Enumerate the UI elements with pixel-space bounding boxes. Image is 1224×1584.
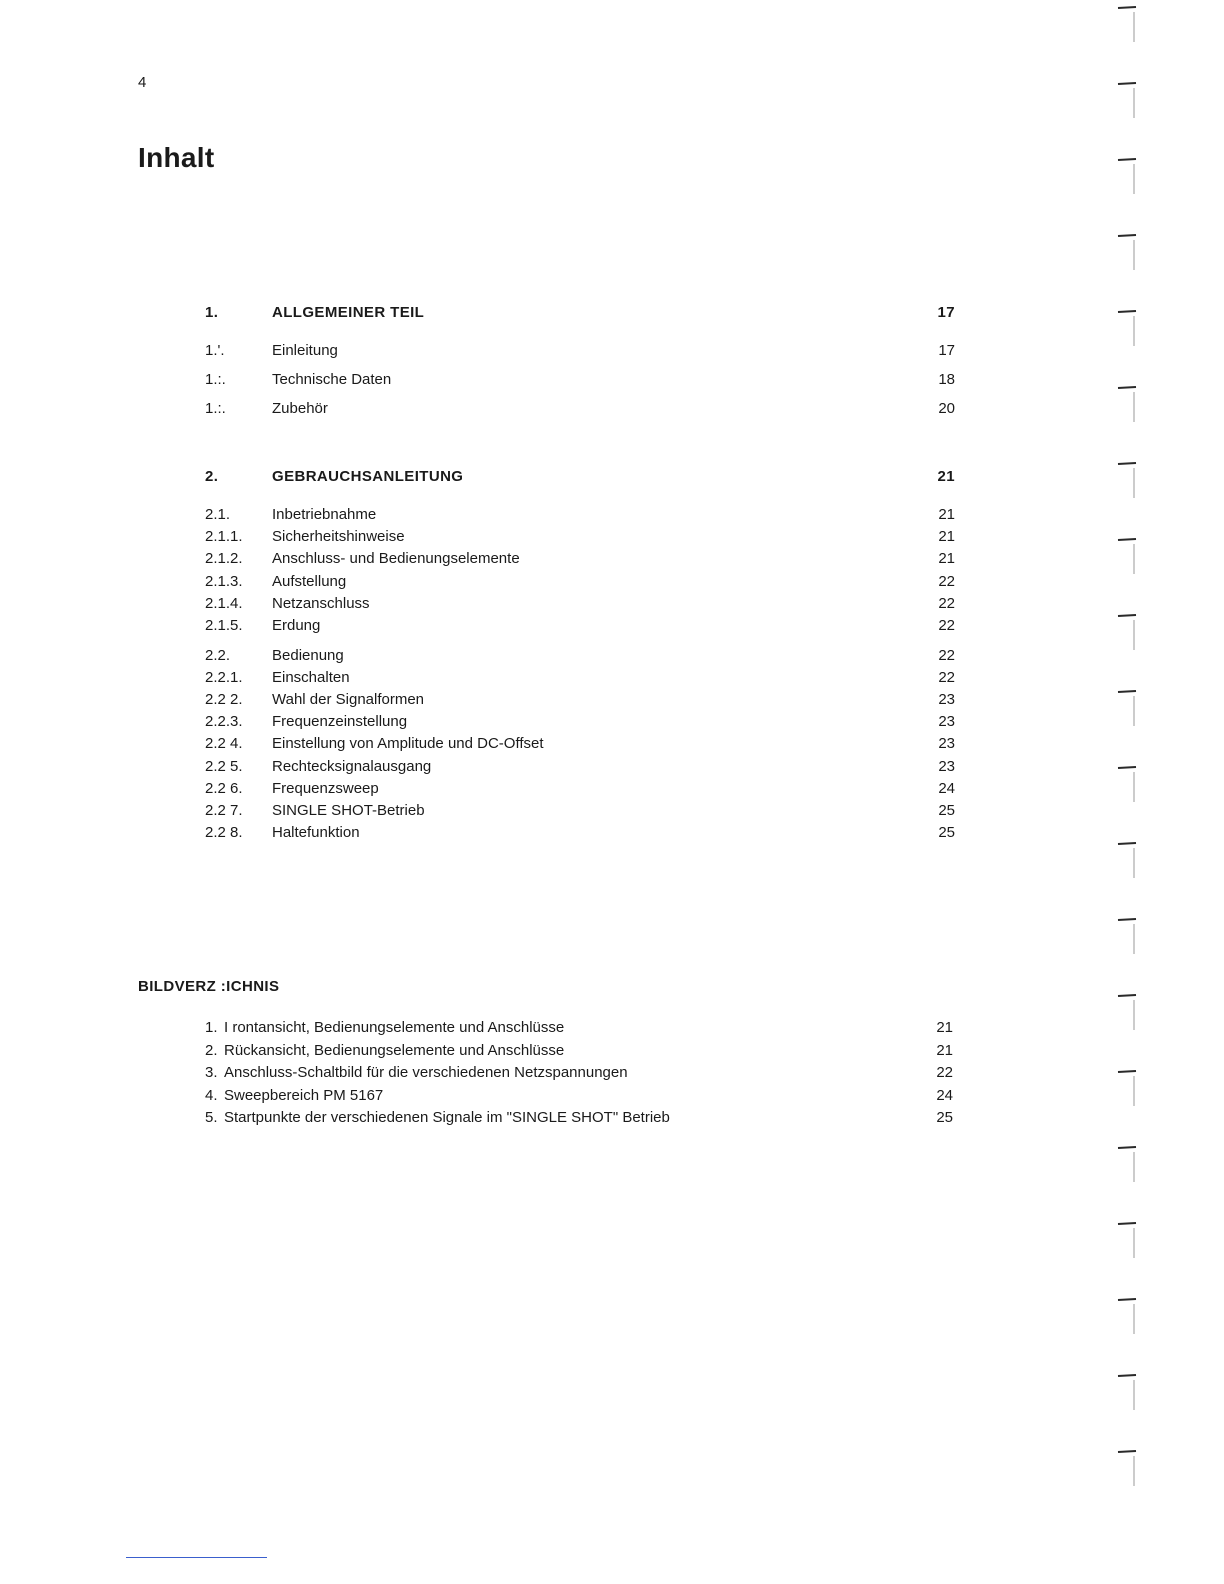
toc-page: 25: [938, 802, 955, 819]
figure-page: 22: [936, 1064, 953, 1081]
toc-label: Technische Daten: [272, 371, 392, 388]
binding-ring-mark: [1118, 7, 1136, 8]
toc-page: 23: [938, 713, 955, 730]
toc-number: 2.2.: [205, 647, 231, 664]
figure-label: Sweepbereich PM 5167: [224, 1087, 384, 1104]
figure-number: 5.: [205, 1109, 218, 1126]
toc-number: 1.:.: [205, 400, 226, 417]
toc-number: 1.:.: [205, 371, 226, 388]
toc-page: 20: [938, 400, 955, 417]
figures-title: BILDVERZ :ICHNIS: [138, 978, 280, 995]
figure-page: 24: [936, 1087, 953, 1104]
binding-ring-mark: [1118, 1299, 1136, 1300]
binding-ring-mark: [1118, 387, 1136, 388]
toc-page: 22: [938, 573, 955, 590]
figure-label: Rückansicht, Bedienungselemente und Anschlüsse: [224, 1042, 565, 1059]
toc-number: 1.: [205, 304, 219, 321]
toc-label: Netzanschluss: [272, 595, 370, 612]
figure-number: 1.: [205, 1019, 218, 1036]
figure-number: 4.: [205, 1087, 218, 1104]
toc-page: 23: [938, 691, 955, 708]
toc-number: 2.2 2.: [205, 691, 243, 708]
toc-page: 22: [938, 595, 955, 612]
toc-page: 23: [938, 758, 955, 775]
toc-page: 18: [938, 371, 955, 388]
toc-label: Einleitung: [272, 342, 338, 359]
toc-label: Wahl der Signalformen: [272, 691, 425, 708]
toc-number: 2.1.1.: [205, 528, 243, 545]
toc-page: 17: [938, 342, 955, 359]
binding-ring-mark: [1118, 539, 1136, 540]
toc-label: Inbetriebnahme: [272, 506, 377, 523]
toc-number: 2.2 5.: [205, 758, 243, 775]
toc-label: Rechtecksignalausgang: [272, 758, 432, 775]
figure-number: 3.: [205, 1064, 218, 1081]
binding-ring-mark: [1118, 235, 1136, 236]
binding-ring-mark: [1118, 995, 1136, 996]
toc-label: SINGLE SHOT-Betrieb: [272, 802, 425, 819]
toc-number: 2.1.: [205, 506, 231, 523]
toc-label: GEBRAUCHSANLEITUNG: [272, 468, 464, 485]
toc-number: 2.1.5.: [205, 617, 243, 634]
toc-number: 2.2 8.: [205, 824, 243, 841]
figure-page: 25: [936, 1109, 953, 1126]
toc-page: 24: [938, 780, 955, 797]
toc-page: 21: [938, 506, 955, 523]
toc-page: 17: [937, 304, 955, 321]
toc-label: Sicherheitshinweise: [272, 528, 405, 545]
binding-ring-mark: [1118, 1375, 1136, 1376]
toc-page: 22: [938, 647, 955, 664]
binding-ring-mark: [1118, 83, 1136, 84]
toc-page: 25: [938, 824, 955, 841]
toc-number: 2.2 7.: [205, 802, 243, 819]
toc-page: 23: [938, 735, 955, 752]
toc-number: 2.1.4.: [205, 595, 243, 612]
binding-ring-mark: [1118, 159, 1136, 160]
binding-ring-mark: [1118, 1071, 1136, 1072]
toc-label: Erdung: [272, 617, 321, 634]
toc-number: 2.2 6.: [205, 780, 243, 797]
toc-number: 1.'.: [205, 342, 225, 359]
toc-page: 22: [938, 617, 955, 634]
toc-number: 2.1.3.: [205, 573, 243, 590]
binding-ring-mark: [1118, 615, 1136, 616]
figure-page: 21: [936, 1042, 953, 1059]
toc-label: Frequenzeinstellung: [272, 713, 408, 730]
binding-ring-mark: [1118, 1451, 1136, 1452]
toc-label: Zubehör: [272, 400, 328, 417]
binding-ring-mark: [1118, 463, 1136, 464]
toc-number: 2.1.2.: [205, 550, 243, 567]
binding-marks: [1114, 0, 1224, 1584]
toc-label: Einschalten: [272, 669, 350, 686]
toc-label: Haltefunktion: [272, 824, 360, 841]
toc-number: 2.2 4.: [205, 735, 243, 752]
binding-ring-mark: [1118, 767, 1136, 768]
toc-label: Aufstellung: [272, 573, 347, 590]
bottom-rule: [126, 1557, 267, 1558]
binding-ring-mark: [1118, 843, 1136, 844]
binding-ring-mark: [1118, 1147, 1136, 1148]
toc-label: Frequenzsweep: [272, 780, 379, 797]
binding-ring-mark: [1118, 691, 1136, 692]
toc-number: 2.2.1.: [205, 669, 243, 686]
toc-number: 2.: [205, 468, 219, 485]
figure-number: 2.: [205, 1042, 218, 1059]
toc-label: ALLGEMEINER TEIL: [272, 304, 425, 321]
figure-label: Startpunkte der verschiedenen Signale im "SINGLE SHOT" Betrieb: [224, 1109, 670, 1126]
figure-label: Anschluss-Schaltbild für die verschiedenen Netzspannungen: [224, 1064, 628, 1081]
toc-page: 21: [938, 528, 955, 545]
binding-ring-mark: [1118, 919, 1136, 920]
toc-label: Anschluss- und Bedienungselemente: [272, 550, 520, 567]
toc-number: 2.2.3.: [205, 713, 243, 730]
figure-label: I rontansicht, Bedienungselemente und Anschlüsse: [224, 1019, 565, 1036]
toc-label: Bedienung: [272, 647, 344, 664]
page-title: Inhalt: [138, 142, 215, 173]
toc-page: 21: [937, 468, 955, 485]
page-number: 4: [138, 74, 147, 91]
toc-page: 22: [938, 669, 955, 686]
binding-ring-mark: [1118, 311, 1136, 312]
figure-page: 21: [936, 1019, 953, 1036]
toc-page: 21: [938, 550, 955, 567]
binding-ring-mark: [1118, 1223, 1136, 1224]
toc-label: Einstellung von Amplitude und DC-Offset: [272, 735, 544, 752]
